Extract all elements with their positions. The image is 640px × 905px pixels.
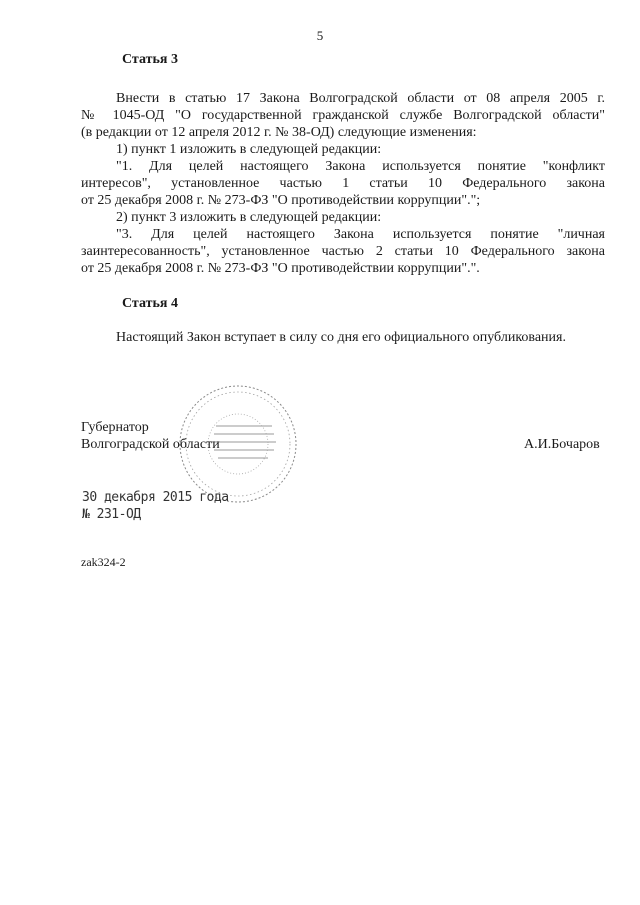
article-3-line: от 25 декабря 2008 г. № 273-ФЗ "О противодействии коррупции"."; [81,193,481,208]
article-3-line: (в редакции от 12 апреля 2012 г. № 38-ОД) следующие изменения: [81,125,477,140]
article-3-line: № 1045-ОД "О государственной гражданской службе Волгоградской области" [81,108,605,123]
article-3-line: от 25 декабря 2008 г. № 273-ФЗ "О противодействии коррупции".". [81,261,480,276]
article-3-line: "3. Для целей настоящего Закона используется понятие "личная [116,227,605,242]
article-3-line: Внести в статью 17 Закона Волгоградской области от 08 апреля 2005 г. [116,91,605,106]
article-4-text: Настоящий Закон вступает в силу со дня его официального опубликования. [116,330,566,345]
law-number: № 231-ОД [82,507,141,522]
signatory-title: Губернатор [81,420,149,435]
signing-date: 30 декабря 2015 года [82,490,229,505]
article-3-heading: Статья 3 [122,52,178,67]
article-3-line: "1. Для целей настоящего Закона используется понятие "конфликт [116,159,605,174]
document-code: zak324-2 [81,555,126,569]
signatory-name: А.И.Бочаров [524,437,600,452]
signatory-region: Волгоградской области [81,437,220,452]
page-number: 5 [316,28,324,43]
article-4-heading: Статья 4 [122,296,178,311]
article-3-line: 1) пункт 1 изложить в следующей редакции: [116,142,382,157]
article-3-line: 2) пункт 3 изложить в следующей редакции: [116,210,382,225]
article-3-line: заинтересованность", установленное частью 2 статьи 10 Федерального закона [81,244,605,259]
article-3-line: интересов", установленное частью 1 статьи 10 Федерального закона [81,176,605,191]
